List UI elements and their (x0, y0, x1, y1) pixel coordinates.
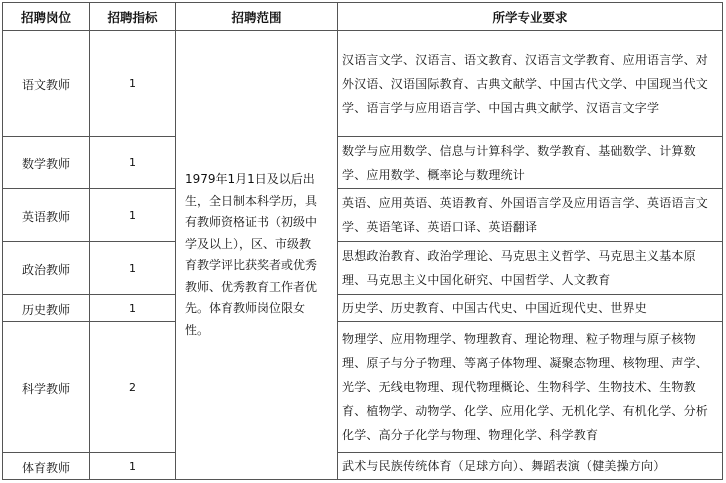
table-row (3, 189, 723, 242)
quota-cell: 2 (90, 322, 176, 453)
quota-cell: 1 (90, 137, 176, 189)
scope-line: 先。体育教师岗位限女 (185, 301, 306, 315)
scope-line: 性。 (185, 322, 210, 337)
requirement-cell: 汉语言文学、汉语言、语文教育、汉语言文学教育、应用语言学、对外汉语、汉语国际教育、古典文献学、中国古代文学、中国现当代文学、语言学与应用语言学、中国古典文献学、汉语言文字学 (338, 31, 723, 137)
position-cell: 数学教师 (3, 137, 90, 189)
scope-line: 教师、优秀教育工作者优 (185, 279, 318, 294)
quota-cell: 1 (90, 295, 176, 322)
position-cell: 英语教师 (3, 189, 90, 242)
scope-line: 有教师资格证书（初级中 (185, 215, 318, 229)
table-row (3, 137, 723, 189)
scope-cell (176, 31, 338, 480)
position-cell: 体育教师 (3, 453, 90, 480)
header-position: 招聘岗位 (3, 3, 90, 31)
requirement-cell: 物理学、应用物理学、物理教育、理论物理、粒子物理与原子核物理、原子与分子物理、等离子体物理、凝聚态物理、核物理、声学、光学、无线电物理、现代物理概论、生物科学、生物技术、生物教育、植物学、动物学、化学、应用化学、无机化学、有机化学、分析化学、高分子化学与物理、物理化学、科学教育 (338, 322, 723, 453)
position-cell: 科学教师 (3, 322, 90, 453)
position-cell: 语文教师 (3, 31, 90, 137)
requirement-cell: 数学与应用数学、信息与计算科学、数学教育、基础数学、计算数学、应用数学、概率论与数理统计 (338, 137, 723, 189)
scope-line: 生，全日制本科学历，具 (185, 193, 318, 208)
table-row (3, 453, 723, 480)
table-row (3, 295, 723, 322)
quota-cell: 1 (90, 242, 176, 295)
header-requirement: 所学专业要求 (338, 3, 723, 31)
recruitment-table (2, 2, 723, 480)
position-cell: 政治教师 (3, 242, 90, 295)
header-scope: 招聘范围 (176, 3, 338, 31)
table-row (3, 31, 723, 137)
position-cell: 历史教师 (3, 295, 90, 322)
requirement-cell: 武术与民族传统体育（足球方向）、舞蹈表演（健美操方向） (338, 453, 723, 480)
header-row (3, 3, 723, 31)
quota-cell: 1 (90, 453, 176, 480)
quota-cell: 1 (90, 189, 176, 242)
scope-line: 学及以上），区、市级教 (185, 236, 312, 251)
scope-line: 育教学评比获奖者或优秀 (185, 258, 318, 272)
quota-cell: 1 (90, 31, 176, 137)
requirement-cell: 英语、应用英语、英语教育、外国语言学及应用语言学、英语语言文学、英语笔译、英语口译、英语翻译 (338, 189, 723, 242)
requirement-cell: 思想政治教育、政治学理论、马克思主义哲学、马克思主义基本原理、马克思主义中国化研究、中国哲学、人文教育 (338, 242, 723, 295)
table-row (3, 242, 723, 295)
scope-line: 1979年1月1日及以后出 (185, 172, 315, 186)
requirement-cell: 历史学、历史教育、中国古代史、中国近现代史、世界史 (338, 295, 723, 322)
table-row (3, 322, 723, 453)
header-quota: 招聘指标 (90, 3, 176, 31)
